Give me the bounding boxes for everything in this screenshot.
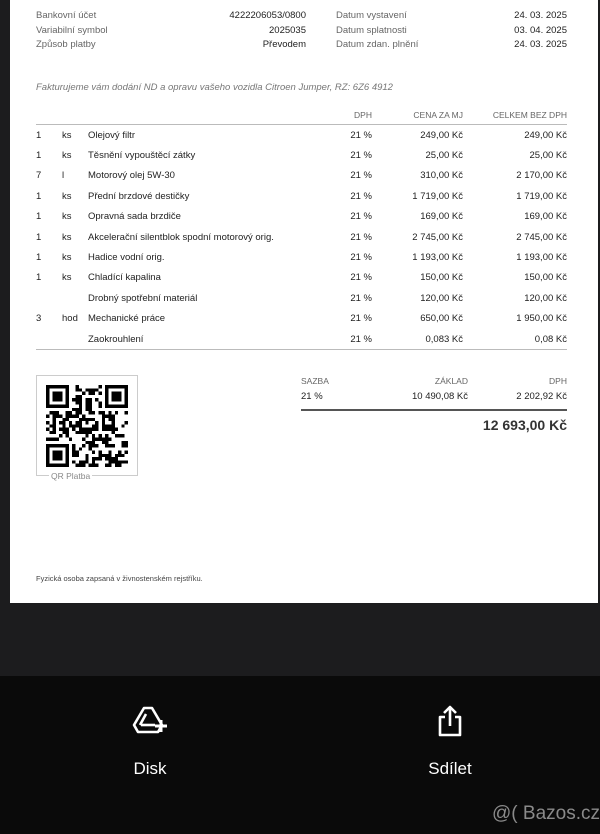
item-name: Chladící kapalina <box>88 272 161 284</box>
item-qty <box>36 288 62 308</box>
meta-left-values <box>160 9 306 53</box>
item-name: Drobný spotřební materiál <box>88 292 198 304</box>
item-qty: 1 <box>36 231 42 243</box>
tax-date-value: 24. 03. 2025 <box>514 39 567 50</box>
item-name: Zaokrouhlení <box>88 329 308 350</box>
item-unit: ks <box>62 211 72 223</box>
due-date-value: 03. 04. 2025 <box>514 24 567 36</box>
summary-vat-header: DPH <box>549 376 567 386</box>
item-unit <box>62 329 88 350</box>
item-unit-price: 650,00 Kč <box>420 313 463 325</box>
table-row <box>36 329 567 350</box>
vat-summary <box>301 376 567 433</box>
item-qty <box>36 329 62 350</box>
item-unit: ks <box>62 150 72 162</box>
item-unit: ks <box>62 272 72 284</box>
summary-base: 10 490,08 Kč <box>412 391 468 402</box>
meta-label: Datum splatnosti <box>336 24 407 36</box>
summary-base-header: ZÁKLAD <box>434 376 468 386</box>
col-total-header: CELKEM BEZ DPH <box>463 106 567 125</box>
item-total: 0,08 Kč <box>463 329 567 350</box>
item-total: 1 950,00 Kč <box>516 313 567 325</box>
item-name: Těsnění vypouštěcí zátky <box>88 150 196 162</box>
table-row <box>36 288 567 308</box>
col-vat-header: DPH <box>308 106 372 125</box>
table-row <box>36 186 567 206</box>
item-name: Mechanické práce <box>88 313 166 325</box>
meta-label: Bankovní účet <box>36 10 97 21</box>
item-vat: 21 % <box>350 313 372 325</box>
item-unit: ks <box>62 231 72 243</box>
col-unit-price-header: CENA ZA MJ <box>372 106 463 125</box>
item-unit-price: 310,00 Kč <box>420 170 463 182</box>
meta-left-labels <box>36 9 108 53</box>
table-row <box>36 309 567 329</box>
item-vat: 21 % <box>308 329 372 350</box>
meta-label: Způsob platby <box>36 39 96 50</box>
meta-right-values <box>450 9 567 53</box>
item-vat: 21 % <box>350 170 372 182</box>
item-name: Hadice vodní orig. <box>88 252 165 264</box>
summary-vat: 2 202,92 Kč <box>516 391 567 402</box>
item-unit: hod <box>62 313 78 325</box>
footer-note: Fyzická osoba zapsaná v živnostenském rejstříku. <box>36 574 203 583</box>
qr-caption: QR Platba <box>51 471 91 481</box>
item-unit-price: 0,083 Kč <box>372 329 463 350</box>
item-qty: 3 <box>36 313 42 325</box>
qr-code-icon <box>46 385 128 467</box>
qr-payment-code <box>36 375 138 476</box>
item-total: 2 745,00 Kč <box>516 231 567 243</box>
item-total: 249,00 Kč <box>524 129 567 141</box>
item-vat: 21 % <box>350 231 372 243</box>
table-header <box>36 106 567 125</box>
variable-symbol-value: 2025035 <box>269 24 306 36</box>
item-unit-price: 249,00 Kč <box>420 129 463 141</box>
issue-date-value: 24. 03. 2025 <box>514 10 567 21</box>
payment-method-value: Převodem <box>262 39 306 50</box>
item-total: 1 193,00 Kč <box>516 252 567 264</box>
item-unit-price: 120,00 Kč <box>420 292 463 304</box>
item-vat: 21 % <box>350 211 372 223</box>
item-qty: 1 <box>36 150 42 162</box>
item-vat: 21 % <box>350 190 372 202</box>
disk-label: Disk <box>133 759 167 778</box>
item-qty: 1 <box>36 211 42 223</box>
item-vat: 21 % <box>350 252 372 264</box>
share-icon <box>434 705 466 737</box>
table-row <box>36 268 567 288</box>
summary-rate-header: SAZBA <box>301 376 329 386</box>
item-qty: 1 <box>36 190 42 202</box>
item-qty: 1 <box>36 272 42 284</box>
table-row <box>36 125 567 146</box>
item-qty: 1 <box>36 129 42 141</box>
item-unit-price: 1 193,00 Kč <box>412 252 463 264</box>
share-button[interactable] <box>380 705 520 779</box>
summary-rate: 21 % <box>301 391 323 402</box>
watermark: @( Bazos.cz <box>492 803 600 824</box>
item-total: 169,00 Kč <box>524 211 567 223</box>
item-unit-price: 2 745,00 Kč <box>412 231 463 243</box>
item-name: Opravná sada brzdiče <box>88 211 181 223</box>
item-unit: ks <box>62 129 72 141</box>
meta-label: Datum zdan. plnění <box>336 39 419 50</box>
meta-label: Variabilní symbol <box>36 24 108 36</box>
disk-button[interactable] <box>80 705 220 779</box>
item-unit: l <box>62 170 65 182</box>
item-vat: 21 % <box>350 272 372 284</box>
meta-label: Datum vystavení <box>336 10 407 21</box>
table-row <box>36 227 567 247</box>
table-row <box>36 207 567 227</box>
drive-add-icon <box>132 705 168 737</box>
table-row <box>36 145 567 165</box>
item-unit-price: 1 719,00 Kč <box>412 190 463 202</box>
item-total: 1 719,00 Kč <box>516 190 567 202</box>
item-qty: 1 <box>36 252 42 264</box>
item-total: 150,00 Kč <box>524 272 567 284</box>
invoice-document <box>10 0 598 603</box>
item-vat: 21 % <box>350 150 372 162</box>
grand-total: 12 693,00 Kč <box>482 417 567 433</box>
item-unit: ks <box>62 252 72 264</box>
table-row <box>36 247 567 267</box>
item-name: Přední brzdové destičky <box>88 190 190 202</box>
item-total: 25,00 Kč <box>529 150 567 162</box>
table-row <box>36 166 567 186</box>
items-table <box>36 106 567 350</box>
item-unit <box>62 288 88 308</box>
item-name: Olejový filtr <box>88 129 135 141</box>
item-name: Akcelerační silentblok spodní motorový orig. <box>88 231 274 243</box>
item-unit-price: 25,00 Kč <box>425 150 463 162</box>
item-unit-price: 150,00 Kč <box>420 272 463 284</box>
item-total: 2 170,00 Kč <box>516 170 567 182</box>
item-unit-price: 169,00 Kč <box>420 211 463 223</box>
item-vat: 21 % <box>350 292 372 304</box>
summary-divider <box>301 409 567 411</box>
bank-account-value: 4222206053/0800 <box>229 10 306 21</box>
item-qty: 7 <box>36 170 42 182</box>
invoice-intro: Fakturujeme vám dodání ND a opravu vašeho vozidla Citroen Jumper, RZ: 6Z6 4912 <box>36 82 393 93</box>
item-vat: 21 % <box>350 129 372 141</box>
meta-right-labels <box>336 9 418 53</box>
item-total: 120,00 Kč <box>524 292 567 304</box>
item-name: Motorový olej 5W-30 <box>88 170 175 182</box>
share-label: Sdílet <box>428 759 472 778</box>
item-unit: ks <box>62 190 72 202</box>
